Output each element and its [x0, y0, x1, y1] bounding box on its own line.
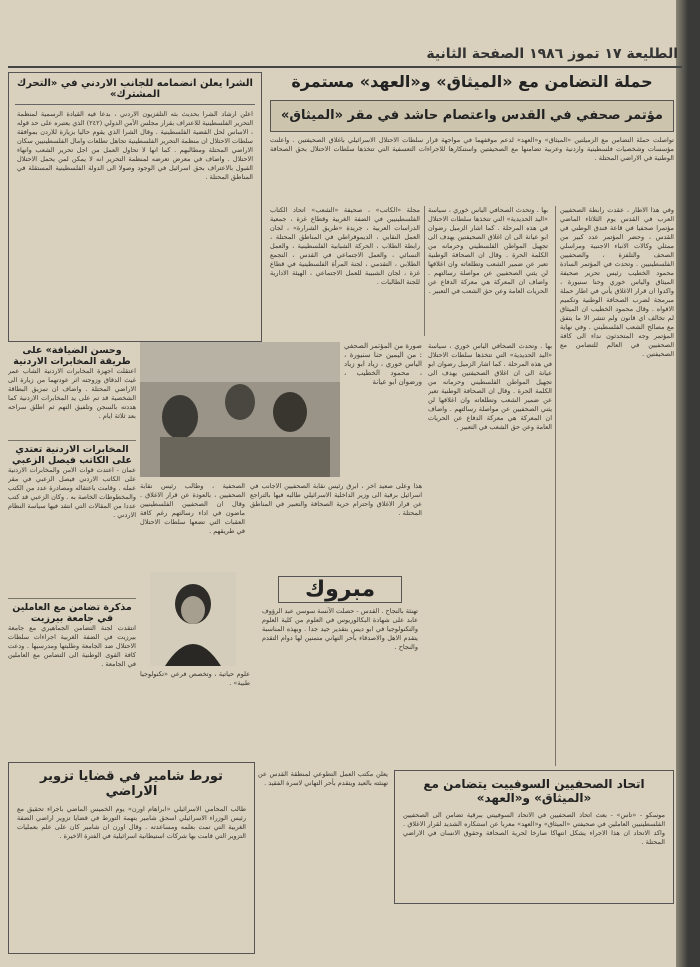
main-col-right: وفي هذا الاطار ، عقدت رابطة الصحفيين العرب في القدس يوم الثلاثاء الماضي مؤتمرا صحفيا في قاعة فندق الوطني في القدس ، وحضر المؤتمر عدد كبير من ممثلي وكالات الانباء الاجنبية ومراسلي الصحف والتلفزة ، والصحفيين الفلسطينيين . وتحدث في المؤتمر السادة محمود الخطيب رئيس تحرير صحيفة الميثاق والياس خوري وحنا سنيورة ، واكدوا ان قرار الاغلاق يأتي في اطار حملة مبرمجة لضرب الصحافة الوطنية وتكميم الافواه . وقال محمود الخطيب ان الميثاق لم تخالف اي قانون ولم تنشر الا ما يتفق مع مصالح الشعب الفلسطيني . وفي نهاية المؤتمر وجه المتحدثون نداء الى كافة الصحفيين في العالم للتضامن مع الصحيفتين .: [560, 206, 674, 358]
congrats-body: تهنئة بالنجاح . القدس - حصلت الآنسة سوسن عبد الرؤوف عابد على شهادة البكالوريوس في العلوم من كلية العلوم والتكنولوجيا في ابو ديس بتقدير جيد جدا . وبهذه المناسبة يتقدم الاهل والاصدقاء بأحر التهاني متمنين لها دوام التقدم والنجاح .: [262, 607, 418, 651]
press-conference-image: [140, 342, 340, 477]
main-banner: [270, 100, 674, 132]
main-col-left: مجلة «الكاتب» ، صحيفة «الشعب» اتحاد الكتاب الفلسطينيين في الضفة الغربية وقطاع غزة ، جمعية الدراسات العربية ، جريدة «طريق الشرارة» ، لجان العمل النقابي ، الديموقراطي في المناطق المحتلة ، رابطة الطلاب ، الحركة الشبابية الفلسطينية ، والعمل النسائي ، والعمل الاجتماعي في القدس ، التجمع الطلابي ، التقدمي ، لجنة المرأة الفلسطينية في قطاع غزة ، لجان الشبيبة للعمل الاجتماعي ، الهيئة الادارية للجنة الطالبات .: [270, 206, 420, 286]
page-header: [8, 44, 682, 68]
main-intro: تواصلت حملة التضامن مع الزميلتين «الميثاق» و«العهد» لدعم موقفهما في مواجهة قرار سلطات الاحتلال الاسرائيلي باغلاق الصحيفتين . واعلنت مؤسسات وشخصيات فلسطينية واردنية وعربية تضامنها مع الصحيفتين واستنكارها للاجراءات التعسفية التي تتخذها سلطات الاحتلال بحق الصحافة الوطنية في الاراضي المحتلة .: [270, 136, 674, 162]
article-soviet-body: موسكو - «تاس» - بعث اتحاد الصحفيين في الاتحاد السوفييتي ببرقية تضامن الى الصحفيين الفلسطينيين العاملين في صحيفتي «الميثاق» و«العهد» معربا عن استنكاره الشديد لقرار الاغلاق . واكد الاتحاد ان هذا الاجراء يشكل انتهاكا صارخا لحرية الصحافة وحقوق الانسان في الاراضي المحتلة .: [403, 811, 665, 846]
article-shara-title: الشرا يعلن انضمامه للجانب الاردني في «التحرك المشترك»: [15, 78, 255, 105]
article-shara: [8, 72, 262, 342]
portrait-caption: علوم حياتية ، وتخصص فرعي «تكنولوجيا طبية» .: [140, 670, 250, 687]
congrats-title: مبروك: [278, 576, 402, 603]
header-text: الطليعة ١٧ تموز ١٩٨٦ الصفحة الثانية: [426, 46, 678, 62]
rule: [424, 206, 425, 336]
article-hospitality-body: اعتقلت اجهزة المخابرات الاردنية الشاب عمر غيث الدقاق وزوجته اثر عودتهما من زيارة الى الاراضي المحتلة . واضاف ان تمزيق البطاقة الشخصية قد تم على يد المخابرات الاردنية كما هددته بالسجن وتلفيق التهم ثم اطلق سراحه بعد ثلاثة ايام .: [8, 367, 136, 420]
article-shamir: [8, 762, 255, 954]
main-col-mid: بها . وتحدث الصحافي الياس خوري ، سياسة «اليد الحديدية» التي تتخذها سلطات الاحتلال في هذه المرحلة . كما اشار الزميل رضوان ابو عيانة الى ان اغلاق الصحيفتين يهدف الى تجهيل المواطن الفلسطيني وحرمانه من الكلمة الحرة . وقال ان الصحافة الوطنية تعبر عن ضمير الشعب وتطلعاته وان اغلاقها لن يثني الصحفيين عن مواصلة رسالتهم . واضاف ان المعركة هي معركة الدفاع عن الحريات العامة وعن حق الشعب في التعبير .: [428, 206, 548, 295]
main-col-cont-text: بها . وتحدث الصحافي الياس خوري ، سياسة «اليد الحديدية» التي تتخذها سلطات الاحتلال في هذه المرحلة . كما اشار الزميل رضوان ابو عيانة الى ان اغلاق الصحيفتين يهدف الى تجهيل المواطن الفلسطيني وحرمانه من الكلمة الحرة . وقال ان الصحافة الوطنية تعبر عن ضمير الشعب وتطلعاته وان اغلاقها لن يثني الصحفيين عن مواصلة رسالتهم . واضاف ان المعركة هي معركة الدفاع عن الحريات العامة وعن حق الشعب في التعبير .: [428, 342, 552, 431]
portrait-photo: [150, 572, 236, 666]
article-hospitality: [8, 345, 136, 437]
page-edge: [676, 0, 688, 967]
rule: [8, 598, 136, 599]
article-shamir-title: تورط شامير في قضايا تزوير الاراضي: [40, 769, 223, 799]
article-zoubi-title: المخابرات الاردنية تعتدي على الكاتب فيصل الزعبي: [11, 444, 133, 466]
press-conference-photo: [140, 342, 340, 477]
congrats-box: [258, 572, 422, 752]
article-birzeit: [8, 602, 136, 760]
portrait-image: [150, 572, 236, 666]
rule: [8, 440, 136, 441]
article-zoubi-body: عمان - اعتدت قوات الامن والمخابرات الاردنية على الكاتب الاردني فيصل الزعبي في مقر عمله . وقامت باعتقاله ومصادرة عدد من الكتب والمخطوطات الخاصة به . وكان الزعبي قد كتب عددا من المقالات التي انتقد فيها سياسة النظام الاردني .: [8, 466, 136, 519]
rule: [555, 206, 556, 766]
article-soviet: [394, 770, 674, 904]
bottom-mid-notice: يعلن مكتب العمل التطوعي لمنطقة القدس عن تهنئته بالعيد ويتقدم بأحر التهاني لاسرة الفقيد .: [258, 770, 388, 787]
main-banner-text: مؤتمر صحفي في القدس واعتصام حاشد في مقر «الميثاق»: [281, 108, 663, 123]
main-col-cont: [428, 342, 552, 762]
photo-caption: صورة من المؤتمر الصحفي : من اليمين حنا سنيورة ، الياس خوري ، زياد ابو زياد ، محمود الخطيب ، ورضوان ابو عيانة: [344, 342, 422, 386]
article-hospitality-title: وحسن الضيافة» على طريقة المخابرات الاردنية: [13, 345, 131, 367]
main-kicker: حملة التضامن مع «الميثاق» و«العهد» مستمرة: [291, 72, 653, 91]
article-zoubi: [8, 444, 136, 594]
article-birzeit-title: مذكرة تضامن مع العاملين في جامعة بيرزيت: [12, 602, 132, 624]
article-shara-body: اعلن ارشاد الشرا بحديث بثه التلفزيون الاردني ، بدعا فيه القيادة الرسمية لمنظمة التحرير الفلسطينية للاعتراف بقرار مجلس الأمن الدولي (٢٤٢) الذي يعتبره على حد قوله ، الاساس لحل القضية الفلسطينية . وقال الشرا الذي يقوم حاليا بزيارة للاردن بموافقة سلطات الاحتلال ان منظمة التحرير الفلسطينية تجاهل تطلعات وامال الفلسطينيين سكان الاراضي المحتلة ومطالبهم . كما انها لا تحاول العمل من اجل تحرير الشعب وانهاء الاحتلال . واضاف في معرض تعرضه لمنظمة التحرير انه لا يمكن لمن يحمل الاحتلال القبول بالاعتراف بحق اسرائيل في الوجود وصولا الى الدولة الفلسطينية المستقلة في المناطق المحتلة .: [17, 110, 253, 181]
article-shamir-body: طالب المحامي الاسرائيلي «ابراهام اورن» يوم الخميس الماضي باجراء تحقيق مع رئيس الوزراء الاسرائيلي اسحق شامير بتهمة التورط في قضايا تزوير اراضي الضفة الغربية التي تمت بعلمه ومساعدته . وقال اورن ان شامير كان على علم بعمليات التزوير التي قامت بها شركات استيطانية اسرائيلية في الفترة الاخيرة .: [17, 805, 246, 840]
below-photo-a: الصحفية ، وطالب رئيس نقابة الصحفيين ، بالعودة عن قرار الاغلاق . وقال ان الصحفيين الفلسطينيين ماضون في اداء رسالتهم رغم كافة العقبات التي تضعها سلطات الاحتلال في طريقهم .: [140, 482, 245, 535]
below-photo-b: هذا وعلى صعيد اخر ، ابرق رئيس نقابة الصحفيين الاجانب في اسرائيل برقية الى وزير الداخلية الاسرائيلي طالبه فيها بالتراجع عن قرار الاغلاق واحترام حرية الصحافة والتعبير في المناطق المحتلة .: [250, 482, 422, 517]
article-soviet-title: اتحاد الصحفيين السوفييت يتضامن مع «الميثاق» و«العهد»: [423, 777, 645, 805]
article-birzeit-body: انتقدت لجنة التضامن الجماهيري مع جامعة بيرزيت في الضفة الغربية اجراءات سلطات الاحتلال ضد الجامعة وطلبتها ومدرسيها . ودعت كافة القوى الوطنية الى التضامن مع العاملين في الجامعة .: [8, 624, 136, 668]
